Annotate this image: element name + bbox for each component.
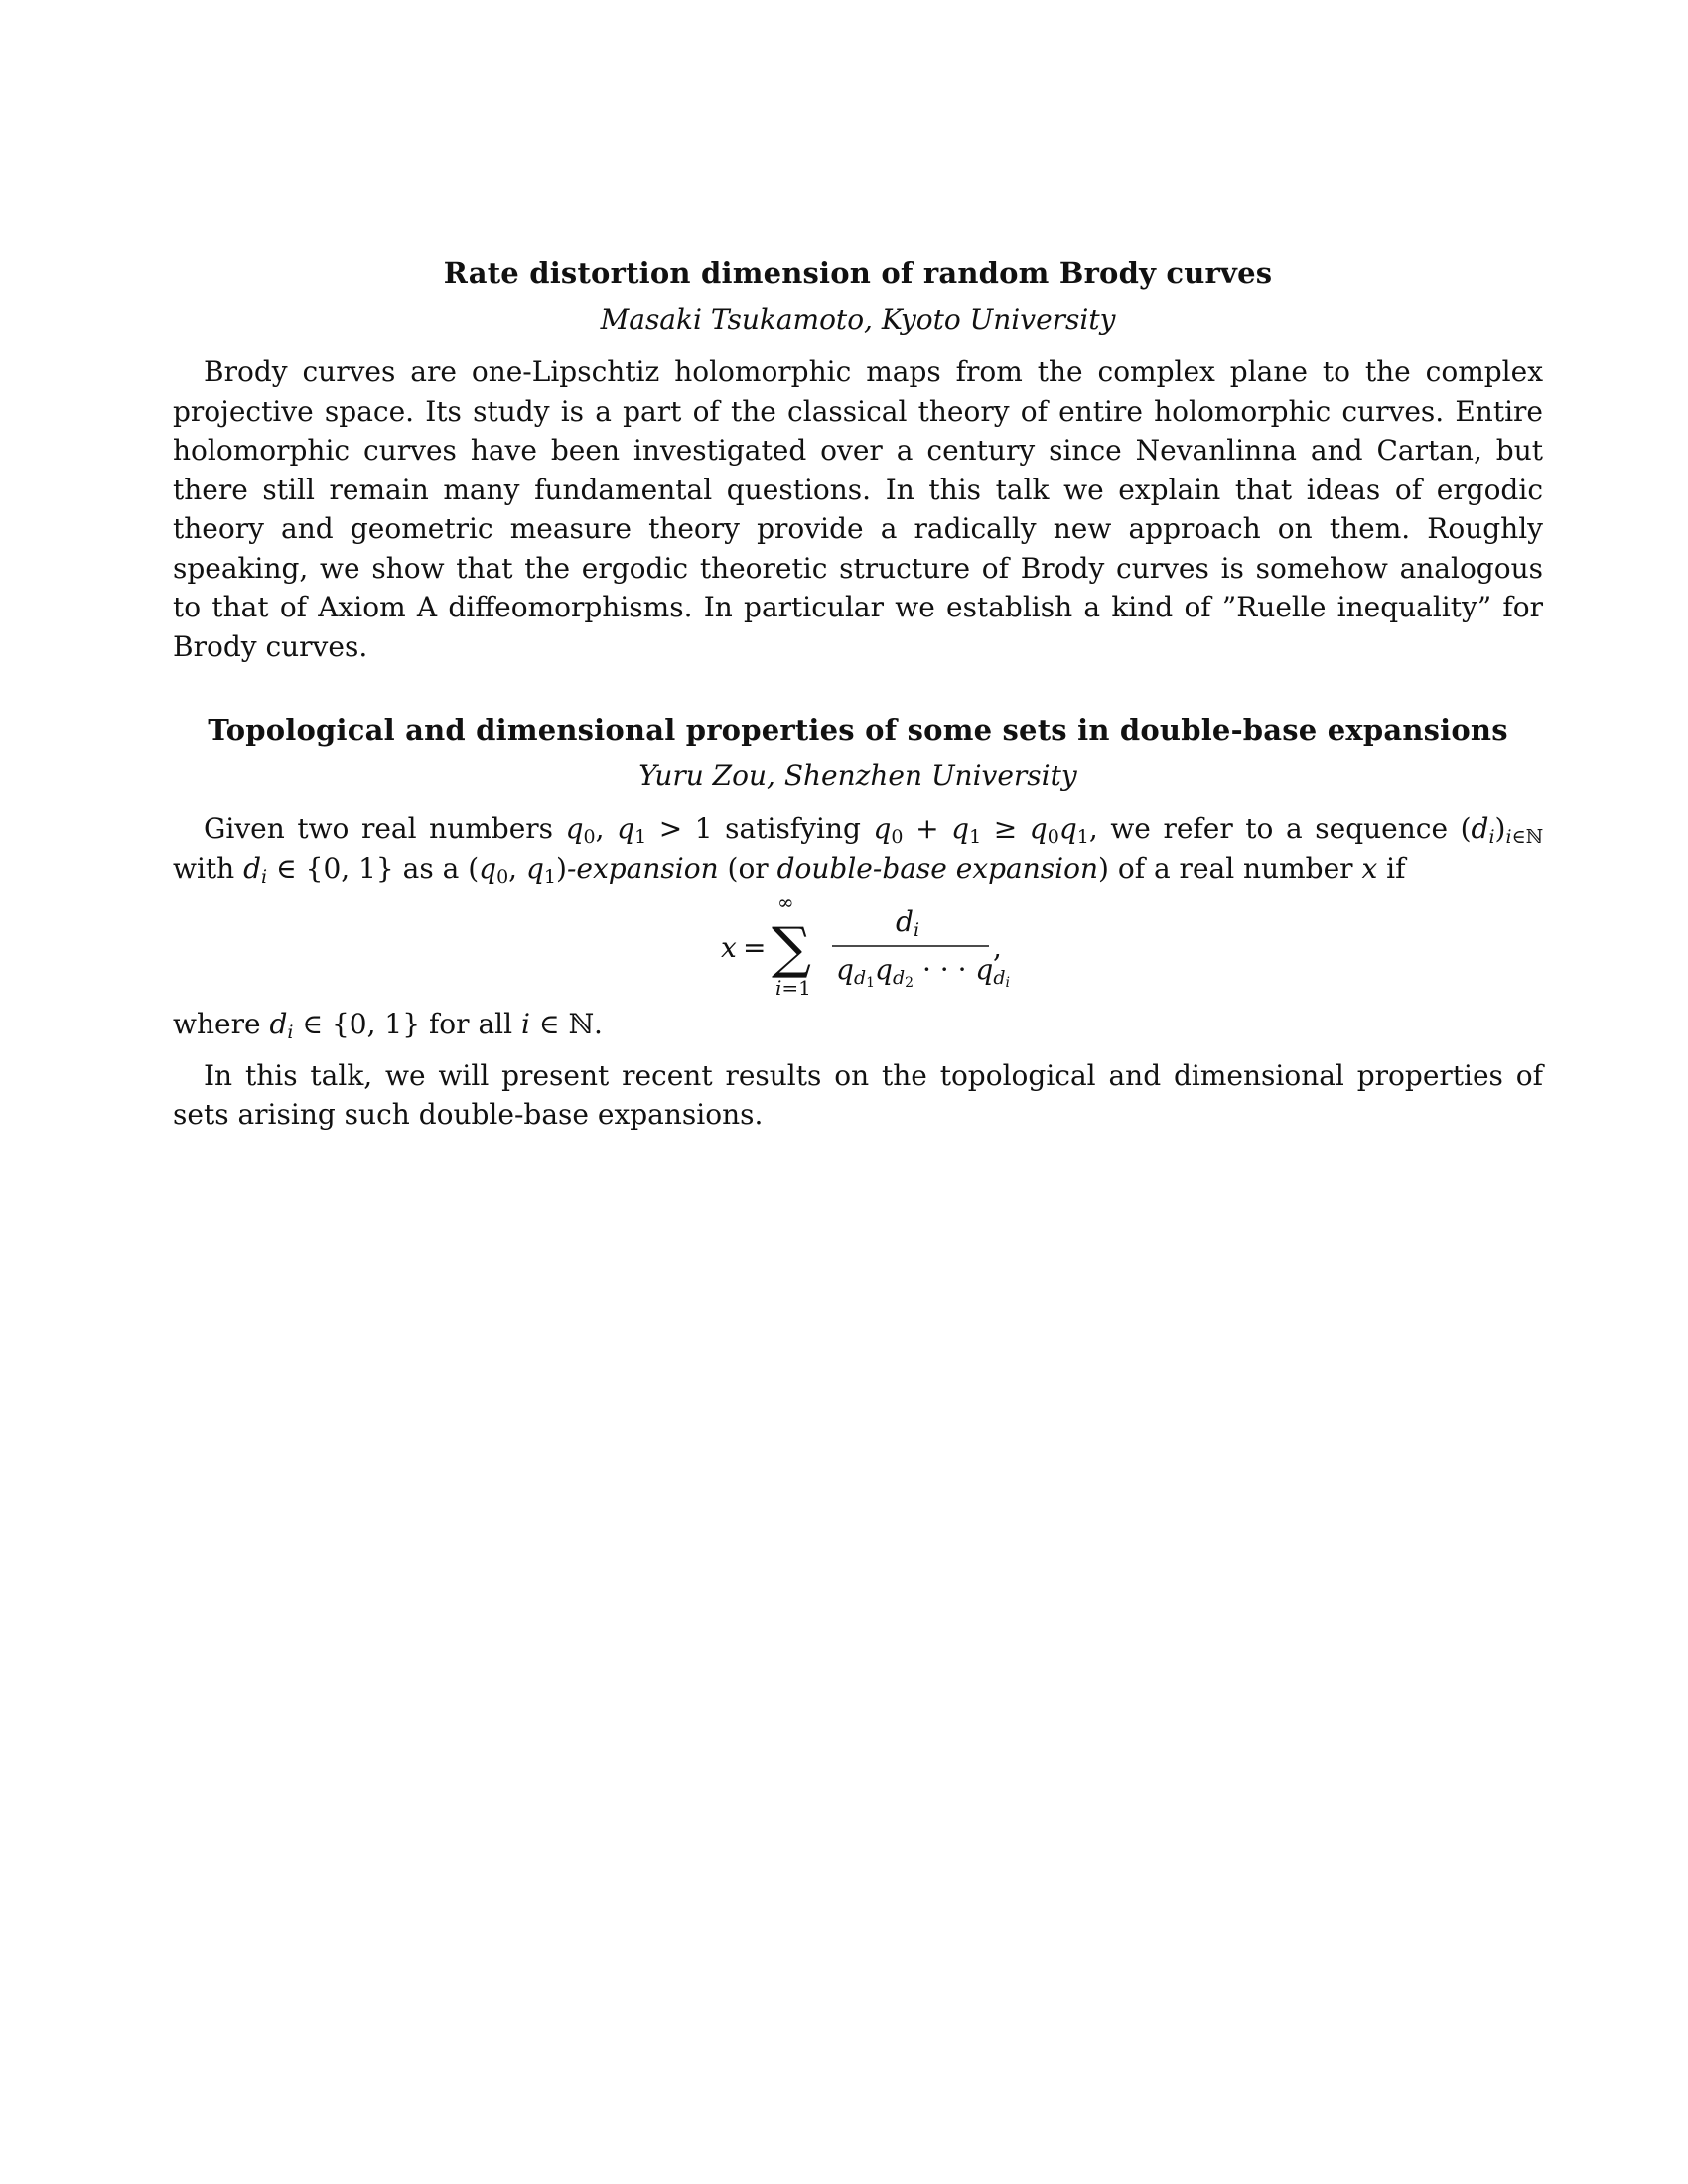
abstract-zou [173,710,1543,1135]
svg-text:∞: ∞ [777,890,794,914]
text-run: for all [420,1008,521,1040]
math-inline: $d_i$ ∈ {0, 1} [243,851,394,887]
text-run: double-base expansion [776,851,1099,885]
text-run: ) of a real number [1098,851,1362,885]
text-run: -expansion [566,851,719,885]
svg-text:x: x [721,931,737,964]
abstract-title: Topological and dimensional properties of some sets in double-base expansions [208,713,1508,747]
svg-text:=: = [743,931,767,964]
text-run: (or [718,851,777,885]
abstract-title: Rate distortion dimension of random Brody curves [443,256,1273,290]
abstract-author: Yuru Zou, Shenzhen University [638,759,1077,792]
text-run: with [173,851,244,885]
svg-text:qd1qd2 · · · qdi: qd1qd2 · · · qdi [836,953,1010,991]
math-inline: i ∈ ℕ. [520,1008,603,1040]
display-equation [173,889,1543,1001]
abstract-author: Masaki Tsukamoto, Kyoto University [600,303,1116,336]
text-run: satisfying [712,812,874,845]
abstract-where-line [173,1005,1543,1044]
text-run: , we refer to a sequence [1088,812,1461,845]
abstract-intro-paragraph [173,809,1543,887]
text-run: if [1377,851,1406,885]
text-run: where [173,1008,270,1040]
abstract-closing-paragraph: In this talk, we will present recent results on the topological and dimensional properties of sets arising such double-base expansions. [173,1058,1543,1131]
math-inline: $(d_i)_{i\in ℕ}$ [1460,812,1543,848]
svg-text:di: di [896,905,920,941]
equation-svg [173,889,1543,1001]
math-inline: ($q_0$, $q_1$) [468,851,567,887]
abstract-tsukamoto [173,253,1543,666]
text-run: Given two real numbers [204,812,566,845]
math-inline: x [1361,851,1378,885]
svg-text:,: , [993,931,1002,964]
svg-text:i=1: i=1 [775,976,811,1000]
math-inline: $q_0 + q_1 \ge q_0q_1$ [873,812,1089,848]
math-inline: $d_i$ ∈ {0, 1} [269,1008,421,1043]
text-run: as a [393,851,469,885]
svg-text:∑: ∑ [772,916,811,981]
math-inline: $q_0$, $q_1 > 1$ [565,812,713,848]
abstract-paragraph: Brody curves are one-Lipschtiz holomorphic maps from the complex plane to the complex projective space. Its study is a part of the classical theory of entire holomorphic curves. Entire holomorphic curves have been investigated over a century since Nevanlinna and Cartan, but there still remain many fundamental questions. In this talk we explain that ideas of ergodic theory and geometric measure theory provide a radically new approach on them. Roughly speaking, we show that the ergodic theoretic structure of Brody curves is somehow analogous to that of Axiom A diffeomorphisms. In particular we establish a kind of ”Ruelle inequality” for Brody curves. [173,355,1543,663]
